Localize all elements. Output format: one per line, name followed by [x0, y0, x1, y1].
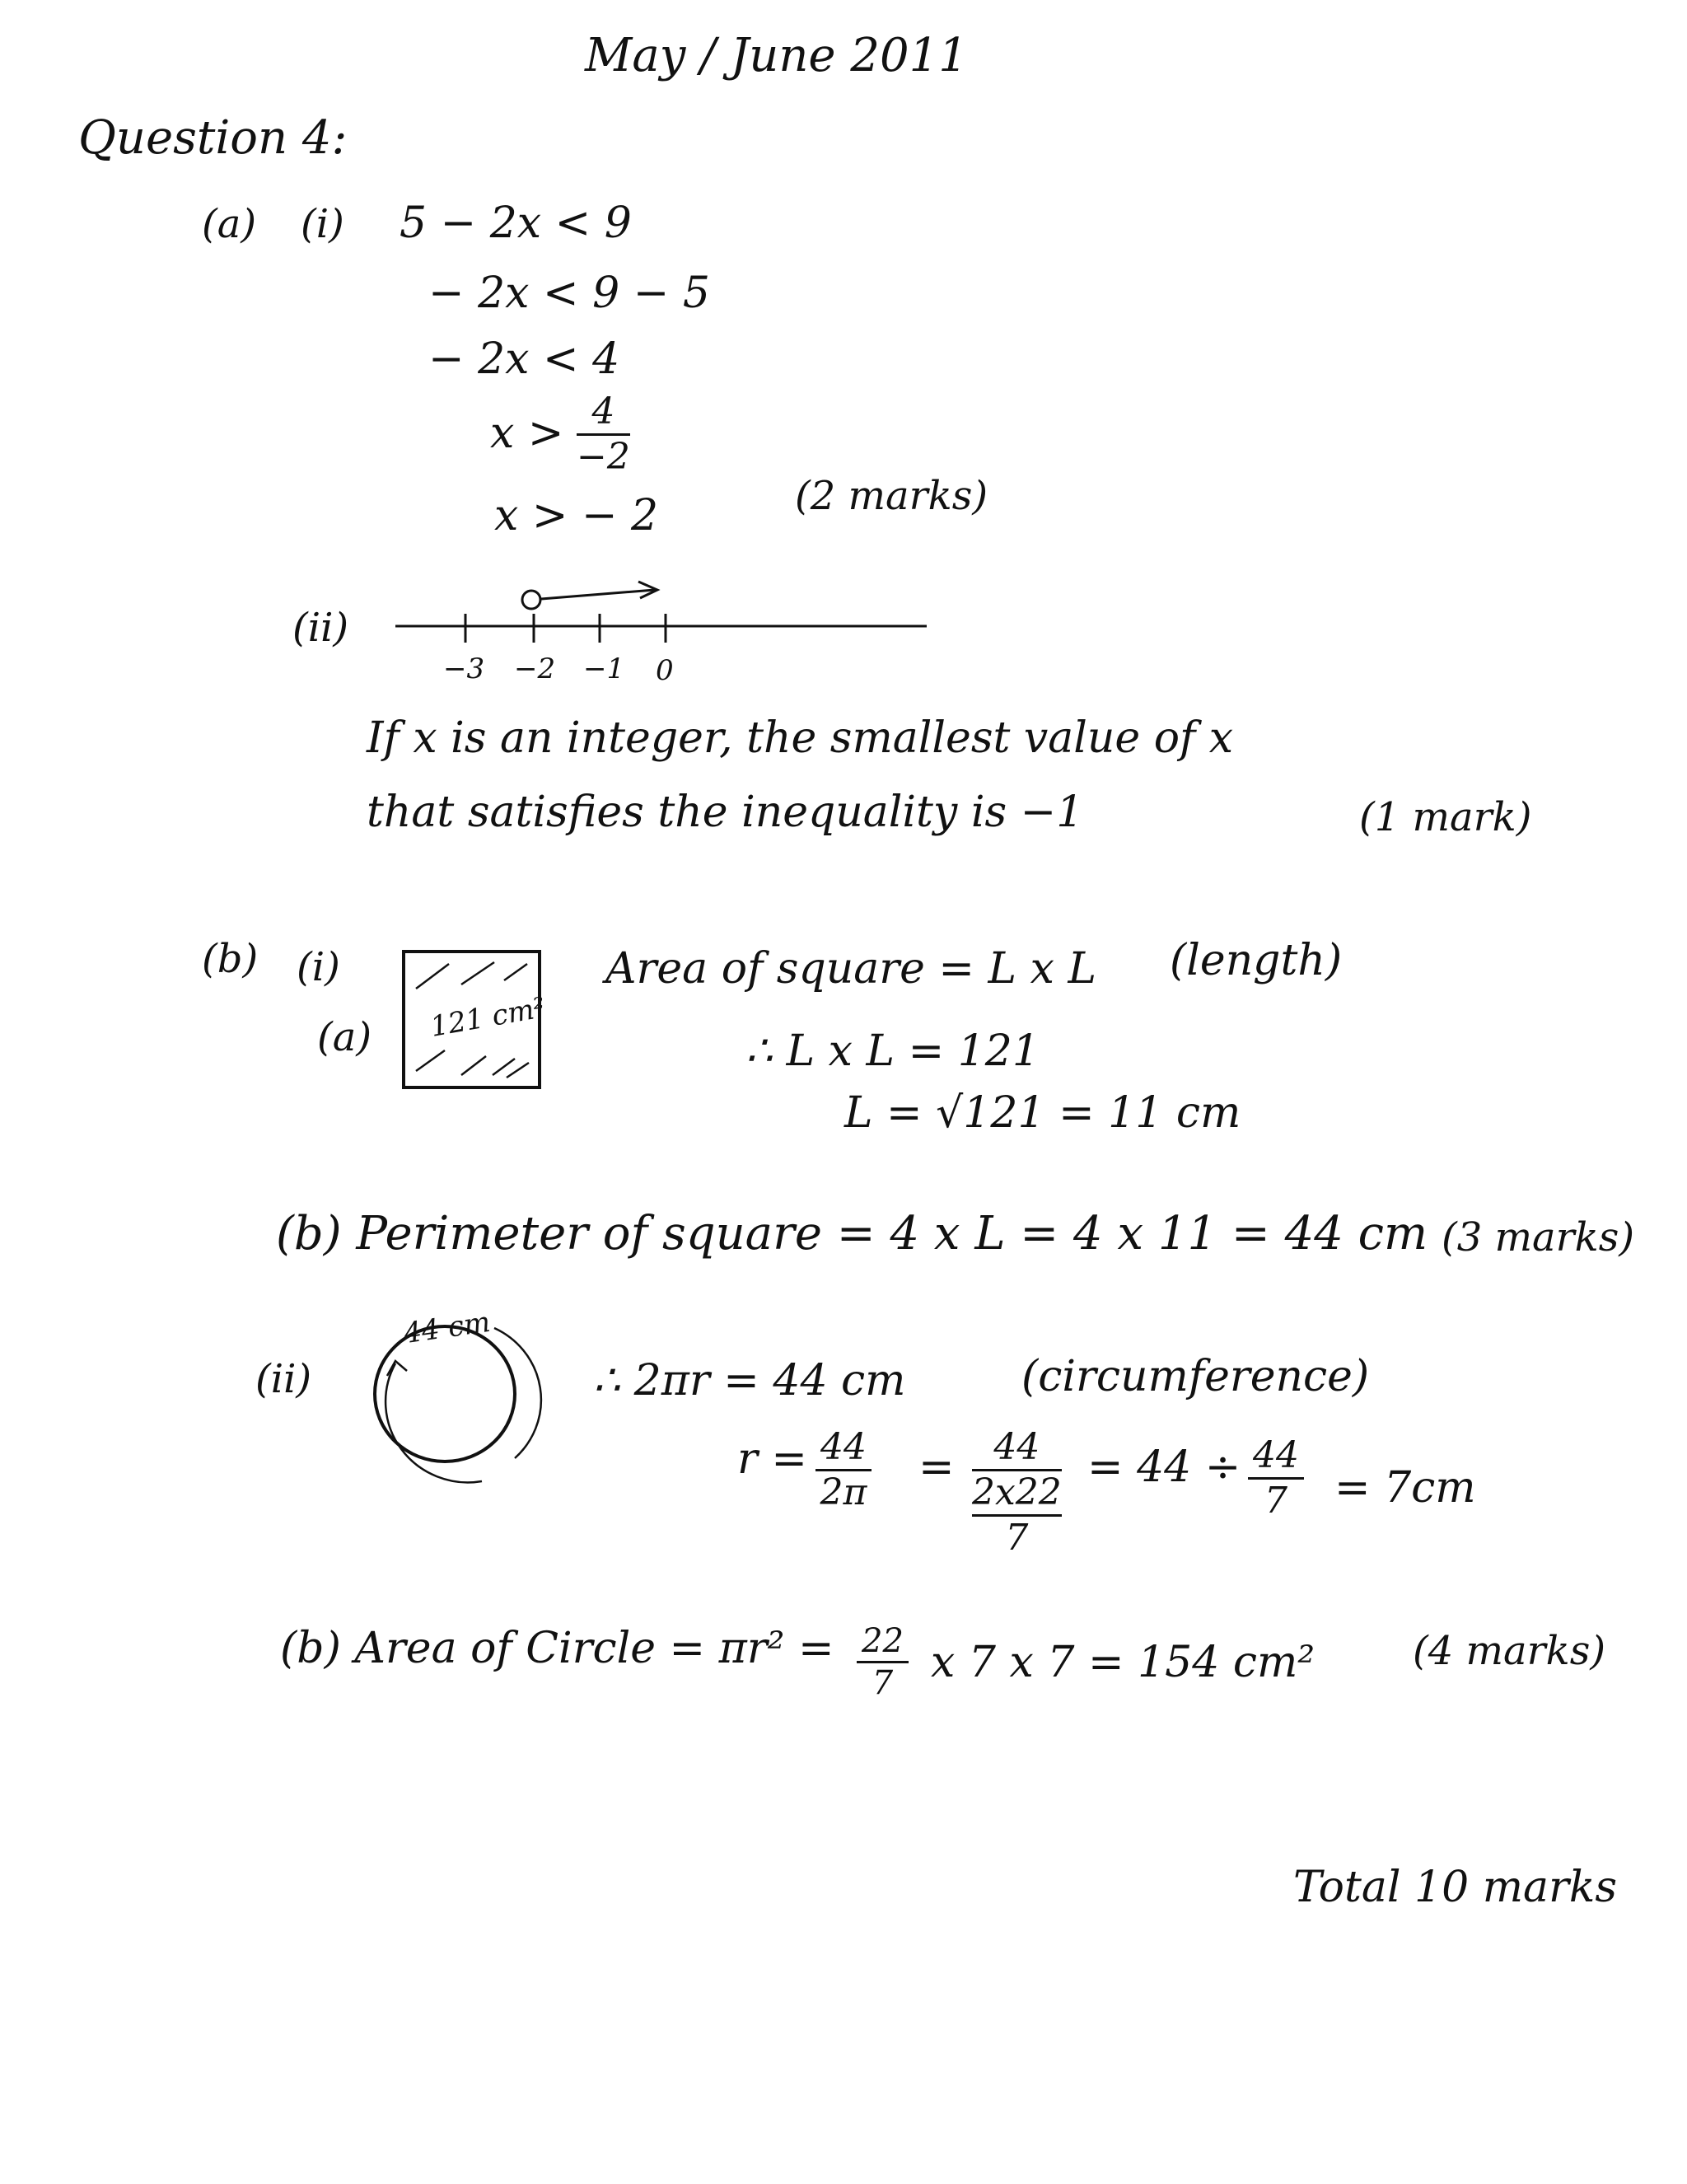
circumference-arrow-left [386, 1363, 482, 1482]
part-b-ii-marks: (4 marks) [1413, 1628, 1606, 1674]
inequality-step-4-lhs: x > [490, 409, 564, 458]
length-note: (length) [1170, 936, 1343, 985]
fraction-denominator: −2 [577, 436, 630, 478]
fraction-denominator: 7 [872, 1664, 894, 1702]
side-length-line: L = √121 = 11 cm [844, 1088, 1241, 1138]
total-marks: Total 10 marks [1293, 1863, 1618, 1912]
fraction-denominator: 2x22 [972, 1471, 1062, 1517]
part-b-label: (b) [202, 936, 259, 982]
fraction-numerator: 44 [1248, 1438, 1304, 1480]
perimeter-line: (b) Perimeter of square = 4 x L = 4 x 11 = 44 cm [276, 1207, 1428, 1260]
part-b-i-label: (i) [297, 944, 340, 990]
fraction-numerator: 44 [972, 1429, 1062, 1471]
pi-fraction [857, 1622, 909, 1702]
part-a-ii-marks: (1 mark) [1359, 794, 1532, 840]
fraction-numerator: 22 [857, 1625, 909, 1663]
area-formula-line: Area of square = L x L [605, 944, 1096, 994]
area-equation-line: ∴ L x L = 121 [745, 1027, 1040, 1076]
part-b-i-marks: (3 marks) [1442, 1214, 1635, 1260]
circle-area-lhs: (b) Area of Circle = πr² = [280, 1624, 834, 1673]
tick-label-0: 0 [656, 654, 674, 687]
fraction-numerator: 4 [577, 394, 630, 436]
tick-label-minus-3: −3 [443, 652, 485, 685]
circumference-equation: ∴ 2πr = 44 cm [593, 1356, 906, 1405]
answer-line-2: that satisfies the inequality is −1 [367, 788, 1084, 837]
part-a-i-label: (i) [301, 201, 344, 247]
answer-line-1: If x is an integer, the smallest value of x [367, 713, 1234, 763]
part-a-label: (a) [202, 201, 257, 247]
part-a-ii-label: (ii) [292, 605, 349, 651]
square-area-label: 121 cm² [428, 991, 549, 1044]
tick-label-minus-1: −1 [583, 652, 625, 685]
inequality-step-1: 5 − 2x < 9 [400, 199, 632, 248]
division-step: = 44 ÷ [1087, 1443, 1241, 1492]
fraction-denominator: 7 [1264, 1480, 1287, 1522]
part-b-ii-label: (ii) [255, 1356, 312, 1402]
fraction-denominator: 2π [820, 1471, 867, 1513]
circle-circumference-label: 44 cm [401, 1305, 493, 1351]
radius-result: = 7cm [1334, 1463, 1476, 1513]
inequality-step-5: x > − 2 [494, 491, 659, 540]
circumference-arrow-right [494, 1328, 541, 1458]
fraction-numerator: 44 [815, 1429, 872, 1471]
equals-sign: = [918, 1443, 955, 1492]
radius-fraction-2 [972, 1426, 1062, 1559]
part-b-i-a-label: (a) [317, 1014, 372, 1060]
fraction-sub-denominator: 7 [1005, 1517, 1029, 1559]
tick-label-minus-2: −2 [514, 652, 556, 685]
circumference-note: (circumference) [1021, 1352, 1370, 1401]
inequality-step-2: − 2x < 9 − 5 [428, 269, 710, 318]
radius-lhs: r = [737, 1434, 807, 1484]
radius-fraction-3 [1248, 1434, 1304, 1522]
part-a-i-marks: (2 marks) [795, 473, 988, 519]
circle-area-rhs: x 7 x 7 = 154 cm² [931, 1638, 1315, 1687]
question-title: Question 4: [78, 111, 348, 165]
inequality-step-3: − 2x < 4 [428, 334, 620, 384]
date-heading: May / June 2011 [585, 29, 968, 82]
radius-fraction-1 [815, 1426, 872, 1513]
